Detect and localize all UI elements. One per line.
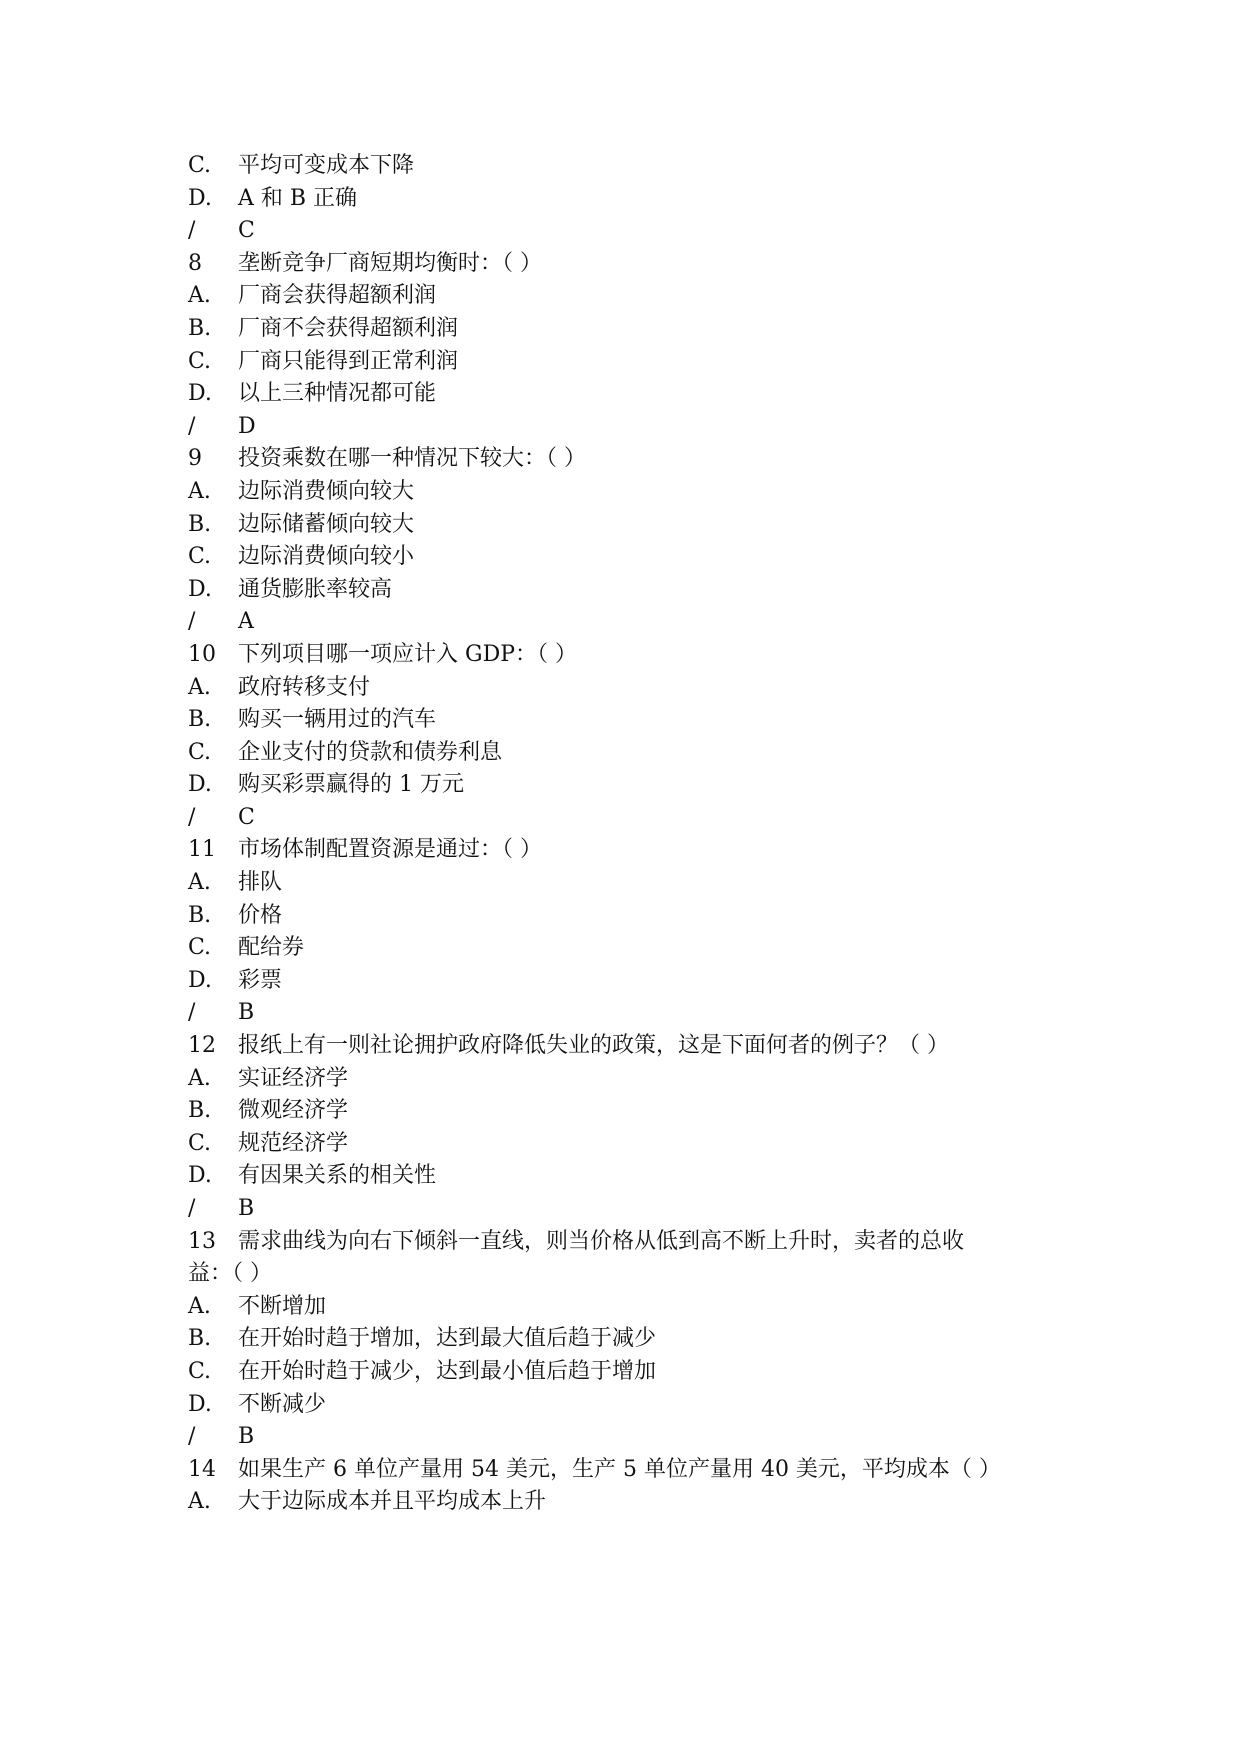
answer-line (188, 606, 1088, 639)
answer-key: B (238, 1000, 255, 1026)
question-text: 益：（ ） (188, 1261, 272, 1287)
answer-key: A (238, 609, 254, 635)
option-letter: D. (188, 1163, 212, 1189)
option-letter: B. (188, 315, 212, 341)
question-number: 10 (188, 641, 216, 667)
option-line (188, 313, 1088, 346)
answer-key: B (238, 1196, 255, 1221)
answer-key: D (238, 413, 256, 439)
question-text: 垄断竞争厂商短期均衡时：（ ） (238, 250, 542, 276)
option-text: A 和 B 正确 (238, 185, 358, 211)
answer-line (188, 411, 1088, 444)
option-text: 在开始时趋于增加，达到最大值后趋于减少 (238, 1326, 657, 1352)
question-line (188, 1226, 1088, 1259)
option-letter: C. (188, 544, 212, 570)
option-text: 排队 (238, 870, 283, 896)
option-letter: B. (188, 511, 212, 537)
answer-line (188, 215, 1088, 248)
option-line (188, 900, 1088, 933)
question-text: 投资乘数在哪一种情况下较大：（ ） (238, 446, 586, 472)
option-line (188, 1095, 1088, 1128)
option-text: 微观经济学 (238, 1098, 349, 1124)
option-text: 配给券 (238, 935, 305, 961)
option-line (188, 476, 1088, 509)
answer-marker: / (188, 1000, 196, 1026)
option-text: 不断增加 (238, 1293, 327, 1319)
answer-key: B (238, 1424, 255, 1450)
option-letter: B. (188, 707, 212, 733)
question-text: 需求曲线为向右下倾斜一直线，则当价格从低到高不断上升时，卖者的总收 (238, 1228, 965, 1254)
answer-line (188, 1193, 1088, 1226)
answer-marker: / (188, 804, 196, 830)
option-line (188, 378, 1088, 411)
option-text: 大于边际成本并且平均成本上升 (238, 1489, 547, 1515)
option-line (188, 1063, 1088, 1096)
answer-marker: / (188, 413, 196, 439)
option-text: 政府转移支付 (238, 674, 371, 700)
question-continuation-line (188, 1258, 1088, 1291)
option-letter: D. (188, 576, 212, 602)
option-text: 边际储蓄倾向较大 (238, 511, 415, 537)
option-text: 厂商只能得到正常利润 (238, 348, 459, 374)
option-line (188, 1356, 1088, 1389)
option-line (188, 1128, 1088, 1161)
answer-marker: / (188, 1424, 196, 1450)
answer-line (188, 1421, 1088, 1454)
question-number: 14 (188, 1456, 216, 1482)
option-text: 购买一辆用过的汽车 (238, 707, 437, 733)
option-letter: D. (188, 381, 212, 407)
option-letter: D. (188, 967, 212, 993)
option-text: 平均可变成本下降 (238, 153, 415, 178)
option-letter: A. (188, 1293, 211, 1319)
option-letter: A. (188, 870, 211, 896)
question-text: 市场体制配置资源是通过：（ ） (238, 837, 542, 863)
option-line (188, 1486, 1088, 1519)
option-letter: C. (188, 935, 212, 961)
option-letter: C. (188, 153, 212, 178)
option-text: 通货膨胀率较高 (238, 576, 393, 602)
option-letter: A. (188, 478, 211, 504)
option-text: 实证经济学 (238, 1065, 349, 1091)
question-text: 如果生产 6 单位产量用 54 美元，生产 5 单位产量用 40 美元，平均成本（ ） (238, 1456, 1001, 1482)
option-letter: C. (188, 739, 212, 765)
option-text: 有因果关系的相关性 (238, 1163, 437, 1189)
question-text: 下列项目哪一项应计入 GDP：（ ） (238, 641, 578, 667)
question-number: 9 (188, 446, 202, 472)
question-number: 8 (188, 250, 202, 276)
option-line (188, 965, 1088, 998)
answer-key: C (238, 804, 255, 830)
answer-line (188, 997, 1088, 1030)
option-letter: D. (188, 1391, 212, 1417)
option-text: 在开始时趋于减少，达到最小值后趋于增加 (238, 1358, 657, 1384)
option-letter: A. (188, 283, 211, 309)
option-letter: C. (188, 1358, 212, 1384)
question-line (188, 834, 1088, 867)
option-line (188, 932, 1088, 965)
option-text: 以上三种情况都可能 (238, 381, 437, 407)
option-text: 边际消费倾向较大 (238, 478, 415, 504)
option-text: 边际消费倾向较小 (238, 544, 415, 570)
option-text: 企业支付的贷款和债券利息 (238, 739, 503, 765)
question-number: 12 (188, 1033, 216, 1059)
option-line (188, 672, 1088, 705)
answer-marker: / (188, 609, 196, 635)
question-text: 报纸上有一则社论拥护政府降低失业的政策，这是下面何者的例子？（ ） (238, 1033, 949, 1059)
option-line (188, 346, 1088, 379)
option-line (188, 150, 1088, 183)
option-text: 价格 (238, 902, 283, 928)
option-letter: B. (188, 902, 212, 928)
answer-marker: / (188, 1196, 196, 1221)
option-letter: B. (188, 1098, 212, 1124)
option-letter: A. (188, 674, 211, 700)
option-letter: C. (188, 348, 212, 374)
option-line (188, 1323, 1088, 1356)
option-line (188, 280, 1088, 313)
question-number: 11 (188, 837, 216, 863)
question-number: 13 (188, 1228, 216, 1254)
option-line (188, 541, 1088, 574)
option-letter: D. (188, 772, 212, 798)
option-line (188, 574, 1088, 607)
option-text: 彩票 (238, 967, 283, 993)
option-text: 厂商不会获得超额利润 (238, 315, 459, 341)
answer-marker: / (188, 218, 196, 244)
option-text: 购买彩票赢得的 1 万元 (238, 772, 464, 798)
question-line (188, 639, 1088, 672)
option-line (188, 183, 1088, 216)
answer-line (188, 802, 1088, 835)
option-letter: A. (188, 1065, 211, 1091)
option-line (188, 1291, 1088, 1324)
document-page (188, 150, 1088, 1519)
question-line (188, 248, 1088, 281)
option-text: 不断减少 (238, 1391, 327, 1417)
option-line (188, 704, 1088, 737)
option-letter: D. (188, 185, 212, 211)
question-line (188, 1454, 1088, 1487)
option-text: 厂商会获得超额利润 (238, 283, 437, 309)
option-line (188, 509, 1088, 542)
option-line (188, 737, 1088, 770)
option-line (188, 1160, 1088, 1193)
answer-key: C (238, 218, 255, 244)
option-line (188, 769, 1088, 802)
option-line (188, 867, 1088, 900)
question-line (188, 443, 1088, 476)
option-letter: A. (188, 1489, 211, 1515)
option-letter: C. (188, 1130, 212, 1156)
option-line (188, 1389, 1088, 1422)
option-text: 规范经济学 (238, 1130, 349, 1156)
option-letter: B. (188, 1326, 212, 1352)
question-line (188, 1030, 1088, 1063)
